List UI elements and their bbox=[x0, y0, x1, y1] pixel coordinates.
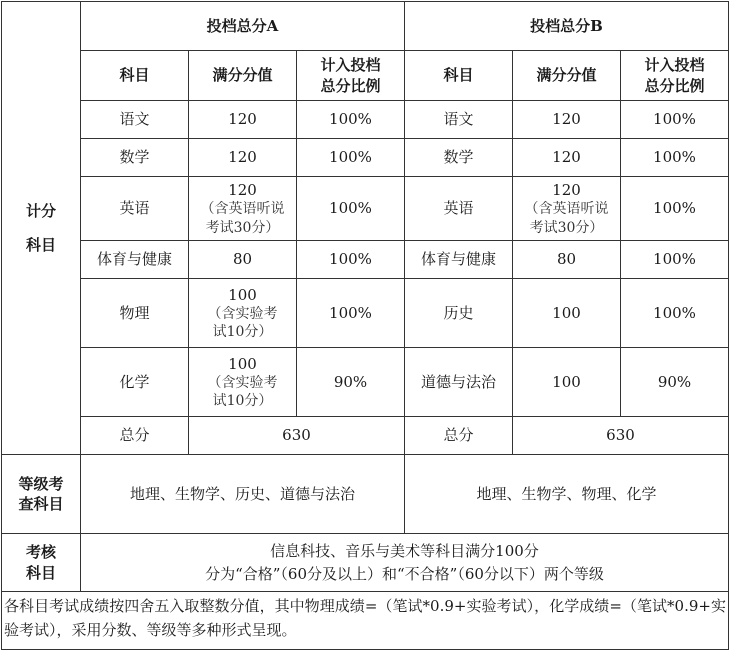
table-row-cell: 化学 bbox=[119, 372, 150, 391]
table-row-cell: 120 bbox=[228, 110, 257, 129]
group-b-header bbox=[405, 2, 728, 50]
table-row-cell: 120 （含英语听说 考试30分） bbox=[200, 181, 285, 236]
table-row-cell: 80 bbox=[232, 250, 253, 269]
assessment-description: 信息科技、音乐与美术等科目满分100分 分为“合格”（60分及以上）和“不合格”（60分以下）两个等级 bbox=[205, 542, 604, 583]
table-row-cell: 100% bbox=[653, 250, 696, 269]
table-row-cell: 英语 bbox=[443, 199, 474, 218]
b-subject-header: 科目 bbox=[443, 66, 474, 85]
grading-subjects-b: 地理、生物学、物理、化学 bbox=[476, 484, 657, 503]
table-row-cell: 90% bbox=[333, 372, 368, 391]
assessment-subjects-label: 考核 科目 bbox=[25, 543, 56, 582]
table-row-cell: 120 bbox=[228, 148, 257, 167]
table-row-cell: 100% bbox=[329, 110, 372, 129]
table-row-cell: 100 bbox=[552, 372, 581, 391]
grading-subjects-a: 地理、生物学、历史、道德与法治 bbox=[129, 484, 355, 503]
a-total-label: 总分 bbox=[119, 426, 150, 445]
table-row-cell: 120 bbox=[552, 110, 581, 129]
table-row-cell: 历史 bbox=[443, 303, 474, 322]
table-row-cell: 英语 bbox=[119, 199, 150, 218]
table-row-cell: 语文 bbox=[119, 110, 150, 129]
table-row-cell: 90% bbox=[657, 372, 692, 391]
table-row-cell: 120 （含英语听说 考试30分） bbox=[524, 181, 609, 236]
table-row-cell: 道德与法治 bbox=[420, 372, 496, 391]
b-full-score-header: 满分分值 bbox=[536, 66, 597, 85]
table-row-cell: 100 （含实验考 试10分） bbox=[207, 354, 278, 410]
group-a-title: 投档总分A bbox=[206, 16, 279, 35]
table-row-cell: 100 （含实验考 试10分） bbox=[207, 285, 278, 341]
a-full-score-header: 满分分值 bbox=[212, 66, 273, 85]
table-row-cell: 体育与健康 bbox=[96, 250, 172, 269]
a-ratio-header: 计入投档 总分比例 bbox=[320, 56, 381, 95]
grading-subjects-label: 等级考 查科目 bbox=[18, 474, 64, 513]
table-row-cell: 100% bbox=[653, 110, 696, 129]
scoring-subjects-label: 计分 科目 bbox=[25, 201, 56, 254]
table-row-cell: 100 bbox=[552, 303, 581, 322]
table-row-cell: 100% bbox=[329, 250, 372, 269]
table-row-cell: 数学 bbox=[119, 148, 150, 167]
table-row-cell: 100% bbox=[653, 199, 696, 218]
b-total-label: 总分 bbox=[443, 426, 474, 445]
table-row-cell: 体育与健康 bbox=[420, 250, 496, 269]
table-row-cell: 100% bbox=[329, 303, 372, 322]
group-b-title: 投档总分B bbox=[530, 16, 603, 35]
footnote: 各科目考试成绩按四舍五入取整数分值，其中物理成绩=（笔试*0.9+实验考试），化学成绩=（笔试*0.9+实验考试），采用分数、等级等多种形式呈现。 bbox=[4, 597, 726, 639]
table-row-cell: 语文 bbox=[443, 110, 474, 129]
table-row-cell: 100% bbox=[653, 303, 696, 322]
b-total-value: 630 bbox=[606, 426, 635, 445]
a-subject-header: 科目 bbox=[119, 66, 150, 85]
table-row-cell: 100% bbox=[329, 148, 372, 167]
table-row-cell: 80 bbox=[556, 250, 577, 269]
table-row-cell: 100% bbox=[653, 148, 696, 167]
group-a-header bbox=[81, 2, 404, 50]
table-row-cell: 120 bbox=[552, 148, 581, 167]
table-row-cell: 物理 bbox=[119, 303, 150, 322]
table-row-cell: 100% bbox=[329, 199, 372, 218]
a-total-value: 630 bbox=[282, 426, 311, 445]
table-row-cell: 数学 bbox=[443, 148, 474, 167]
b-ratio-header: 计入投档 总分比例 bbox=[644, 56, 705, 95]
